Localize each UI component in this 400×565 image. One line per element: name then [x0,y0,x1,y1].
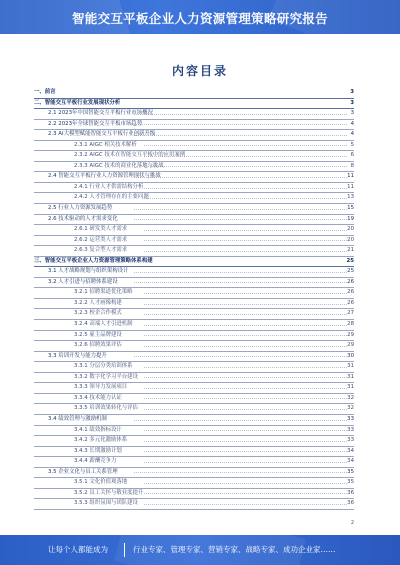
toc-entry-page: 3 [350,99,354,106]
toc-entry-title: 3.2.2 人才画像构建 [74,299,122,306]
toc-entry-title: 2.6 技术驱动的人才需求变化 [48,215,118,222]
toc-entry-page: 11 [347,173,354,180]
toc-entry-title: 3.4.4 薪酬竞争力 [74,458,117,465]
toc-entry-page: 36 [347,500,354,507]
toc-entry[interactable] [34,120,354,131]
toc-entry-title: 2.2 2023年全球智能交互平板市场趋势 [48,120,143,127]
report-title: 智能交互平板企业人力资源管理策略研究报告 [71,11,328,26]
toc-entry[interactable] [34,489,354,500]
toc-entry[interactable] [34,278,354,289]
toc-entry[interactable] [34,309,354,320]
toc-entry-title: 3.2.6 招聘效果评估 [74,342,122,349]
toc-entry[interactable] [34,499,354,510]
toc-entry-page: 29 [347,331,354,338]
toc-entry-page: 4 [350,120,354,127]
toc-entry-page: 31 [347,373,354,380]
toc-entry-page: 34 [347,458,354,465]
toc-entry[interactable] [34,426,354,437]
toc-entry-title: 3.2.1 招聘渠道优化策略 [74,289,133,296]
toc-entry[interactable] [34,362,354,373]
toc-entry-title: 3.3.1 分层分类培训体系 [74,363,133,370]
toc-entry-page: 6 [350,152,354,159]
footer-tagline: 行业专家、管理专家、营销专家、战略专家、成功企业家…… [133,545,336,554]
toc-entry-page: 8 [350,162,354,169]
toc-heading: 内容目录 [171,64,228,78]
toc-entry[interactable] [34,183,354,194]
toc-entry-page: 5 [350,141,354,148]
toc-entry-title: 一、前言 [34,89,56,95]
toc-entry-title: 二、智能交互平板行业发展现状分析 [34,99,121,106]
toc-entry[interactable] [34,141,354,152]
toc-entry[interactable] [34,215,354,226]
toc-entry-page: 27 [347,310,354,317]
toc-entry-title: 3.5.1 文化价值观落地 [74,479,128,486]
toc-entry[interactable] [34,478,354,489]
toc-entry-title: 3.2.4 高端人才引进机制 [74,321,133,328]
toc-entry-title: 2.6.2 运营类人才需求 [74,236,128,243]
toc-entry-page: 35 [347,468,354,475]
toc-entry-page: 29 [347,342,354,349]
toc-entry[interactable] [34,373,354,384]
toc-entry-page: 13 [347,194,354,201]
toc-entry-page: 31 [347,363,354,370]
toc-entry-page: 31 [347,384,354,391]
toc-entry[interactable] [34,99,354,110]
toc-entry-title: 2.4.1 行业人才供需结构分析 [74,183,144,190]
toc-entry[interactable] [34,436,354,447]
toc-entry-page: 21 [347,247,354,254]
toc-entry[interactable] [34,162,354,173]
toc-entry-page: 11 [347,183,354,190]
footer-divider [124,543,125,557]
toc-entry-title: 3.4 绩效管理与激励机制 [48,415,107,422]
toc-entry-title: 2.3 AI大模型赋能智能交互平板行业创新升级 [48,131,156,138]
toc-entry[interactable] [34,331,354,342]
toc-entry-page: 3 [350,89,354,95]
toc-entry-title: 3.4.1 绩效指标设计 [74,426,122,433]
page-number: 2 [350,520,354,526]
toc-entry-page: 20 [347,226,354,233]
toc-entry-page: 15 [347,205,354,212]
toc-entry-title: 3.1 人才战略规划与组织架构设计 [48,268,129,275]
toc-entry[interactable] [34,404,354,415]
toc-entry[interactable] [34,299,354,310]
toc-entry[interactable] [34,394,354,405]
toc-entry[interactable] [34,193,354,204]
bottom-banner [0,535,400,565]
toc-entry[interactable] [34,457,354,468]
toc-entry[interactable] [34,88,354,99]
toc-entry-page: 33 [347,437,354,444]
toc-entry-page: 35 [347,479,354,486]
toc-entry-title: 3.2.5 雇主品牌建设 [74,331,122,338]
toc-entry-title: 2.6.1 研发类人才需求 [74,226,128,233]
toc-entry-title: 3.2 人才引进与招聘体系建设 [48,278,118,285]
footer-slogan: 让每个人都能成为 [48,545,108,554]
toc-entry[interactable] [34,320,354,331]
toc-entry-title: 3.3.5 培训效果转化与评估 [74,405,138,412]
toc-entry[interactable] [34,246,354,257]
toc-entry[interactable] [34,109,354,120]
toc-entry[interactable] [34,225,354,236]
toc-entry-page: 30 [347,352,354,359]
toc-entry-title: 3.5.3 组织氛围与团队建设 [74,500,138,507]
toc-entry[interactable] [34,257,354,268]
toc-entry-page: 26 [347,289,354,296]
toc-entry[interactable] [34,204,354,215]
toc-entry-page: 36 [347,489,354,496]
toc-entry-title: 三、智能交互平板企业人力资源管理策略体系构建 [34,257,153,264]
toc-entry-title: 3.5.2 员工关怀与敬业度提升 [74,489,144,496]
toc-entry-title: 2.4 智能交互平板行业人力资源管理现状与挑战 [48,173,161,180]
toc-entry[interactable] [34,352,354,363]
toc-entry-page: 4 [350,131,354,138]
toc-entry-page: 3 [350,110,354,117]
toc-entry[interactable] [34,130,354,141]
toc-entry-page: 26 [347,278,354,285]
toc-entry-title: 2.3.2 AIGC 技术在智能交互平板中的应用案例 [74,152,186,159]
toc-entry-title: 2.5 行业人力资源发展趋势 [48,205,113,212]
toc-entry[interactable] [34,341,354,352]
toc-entry-title: 3.5 企业文化与员工关系管理 [48,468,118,475]
toc-entry-title: 2.6.3 复合型人才需求 [74,247,128,254]
toc-entry-page: 32 [347,405,354,412]
toc-entry[interactable] [34,468,354,479]
toc-entry-page: 33 [347,426,354,433]
toc-entry-page: 25 [347,268,354,275]
toc-entry-page: 34 [347,447,354,454]
toc-entry[interactable] [34,151,354,162]
toc-entry-title: 2.3.1 AIGC 相关技术解析 [74,141,137,148]
toc-entry-page: 33 [347,415,354,422]
toc-entry-title: 3.3.4 技术能力认证 [74,394,122,401]
toc-entry[interactable] [34,236,354,247]
toc-entry-title: 2.3.3 AIGC 技术的商业化落地与挑战 [74,162,164,169]
toc-entry-page: 26 [347,299,354,306]
toc-entry-title: 2.1 2023年中国智能交互平板行业市场概况 [48,110,153,117]
toc-entry[interactable] [34,383,354,394]
toc-entry-page: 20 [347,236,354,243]
toc-entry[interactable] [34,288,354,299]
toc-entry[interactable] [34,267,354,278]
toc-entry-page: 32 [347,394,354,401]
toc-entry[interactable] [34,172,354,183]
toc-entry-title: 2.4.2 人才管理存在的主要问题 [74,194,149,201]
toc-entry-title: 3.3 培训开发与能力提升 [48,352,107,359]
toc-entry-page: 28 [347,321,354,328]
top-banner [0,0,400,34]
table-of-contents [34,88,354,510]
toc-entry[interactable] [34,447,354,458]
toc-entry-page: 19 [347,215,354,222]
toc-entry-page: 25 [346,257,354,264]
toc-entry-title: 3.2.3 校企合作模式 [74,310,122,317]
toc-entry-title: 3.3.3 领导力发展项目 [74,384,128,391]
toc-entry-title: 3.3.2 数字化学习平台建设 [74,373,138,380]
toc-entry[interactable] [34,415,354,426]
toc-entry-title: 3.4.3 长期激励计划 [74,447,122,454]
toc-entry-title: 3.4.2 多元化激励体系 [74,437,128,444]
